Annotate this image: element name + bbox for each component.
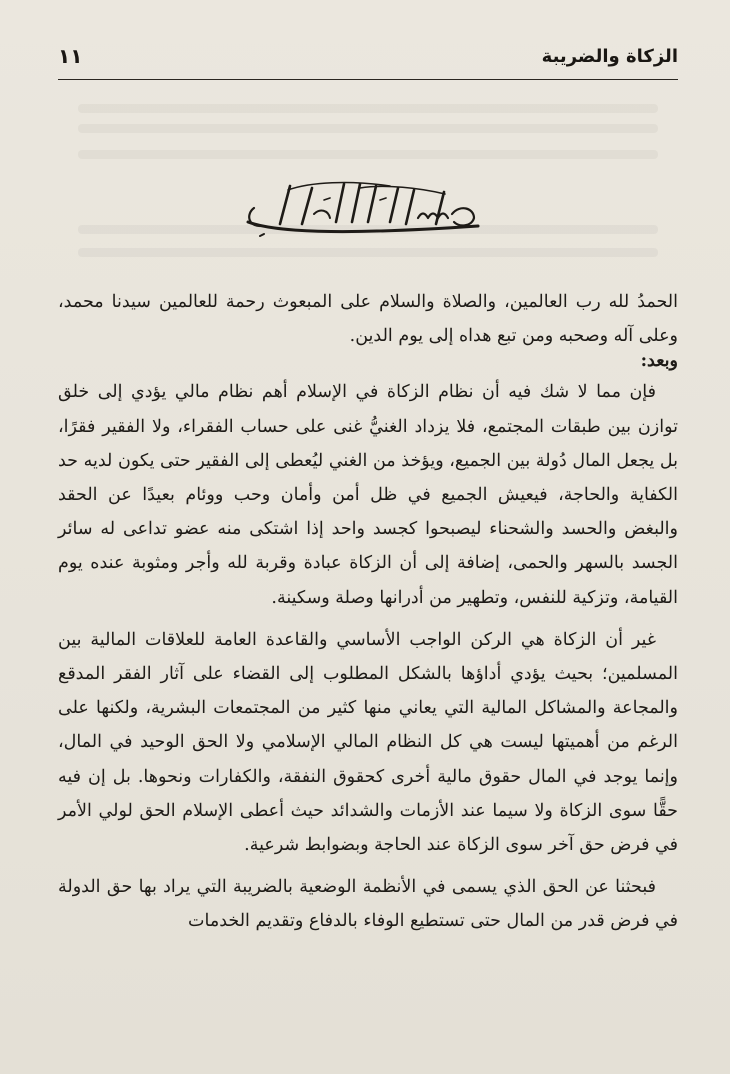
show-through-line bbox=[78, 104, 658, 113]
paragraph-heading-wabad: وبعد: bbox=[640, 351, 678, 372]
header-rule bbox=[58, 79, 678, 80]
paragraph-opening: الحمدُ لله رب العالمين، والصلاة والسلام على المبعوث رحمة للعالمين سيدنا محمد، وعلى آله وصحبه ومن تبع هداه إلى يوم الدين. bbox=[58, 292, 678, 347]
body-text bbox=[58, 285, 678, 939]
running-header bbox=[58, 40, 678, 80]
running-title: الزكاة والضريبة bbox=[541, 46, 678, 67]
show-through-line bbox=[78, 248, 658, 257]
paragraph-zakat-pillar: غير أن الزكاة هي الركن الواجب الأساسي والقاعدة العامة للعلاقات المالية بين المسلمين؛ بحيث يؤدي أداؤها بالشكل المطلوب إلى القضاء على آثار الفقر المدقع والمجاعة والمشاكل المالية التي يعاني منها كثير من المجتمعات البشرية، ولكنها على الرغم من أهميتها ليست هي كل النظام المالي الإسلامي ولا الحق الوحيد في المال، وإنما يوجد في المال حقوق مالية أخرى كحقوق النفقة، والكفارات ونحوها. بل إن فيه حقًّا سوى الزكاة ولا سيما عند الأزمات والشدائد حيث أعطى الإسلام الحق لولي الأمر في فرض حق آخر سوى الزكاة عند الحاجة وبضوابط شرعية. bbox=[58, 629, 678, 856]
show-through-line bbox=[78, 124, 658, 133]
basmala-calligraphy bbox=[240, 178, 490, 240]
page-number: ١١ bbox=[58, 44, 83, 68]
show-through-line bbox=[78, 150, 658, 159]
basmala-calligraphy-graphic bbox=[240, 178, 490, 240]
paragraph-zakat-system: فإن مما لا شك فيه أن نظام الزكاة في الإسلام أهم نظام مالي يؤدي إلى خلق توازن بين طبقات المجتمع، فلا يزداد الغنيُّ غنى على حساب الفقراء، ولا الفقير فقرًا، بل يجعل المال دُولة بين الجميع، ويؤخذ من الغني ليُعطى إلى الفقير حتى يكون لديه حد الكفاية والحاجة، فيعيش الجميع في ظل أمن وأمان وحب ووئام بعيدًا عن الحقد والبغض والحسد والشحناء ليصبحوا كجسد واحد إذا اشتكى منه عضو تداعى له سائر الجسد بالسهر والحمى، إضافة إلى أن الزكاة عبادة وقربة لله وأجر ومثوبة عنده يوم القيامة، وتزكية للنفس، وتطهير من أدرانها وصلة وسكينة. bbox=[58, 382, 678, 608]
paragraph-tax-research: فبحثنا عن الحق الذي يسمى في الأنظمة الوضعية بالضريبة التي يراد بها حق الدولة في فرض قدر من المال حتى تستطيع الوفاء بالدفاع وتقديم الخدمات bbox=[58, 877, 678, 932]
